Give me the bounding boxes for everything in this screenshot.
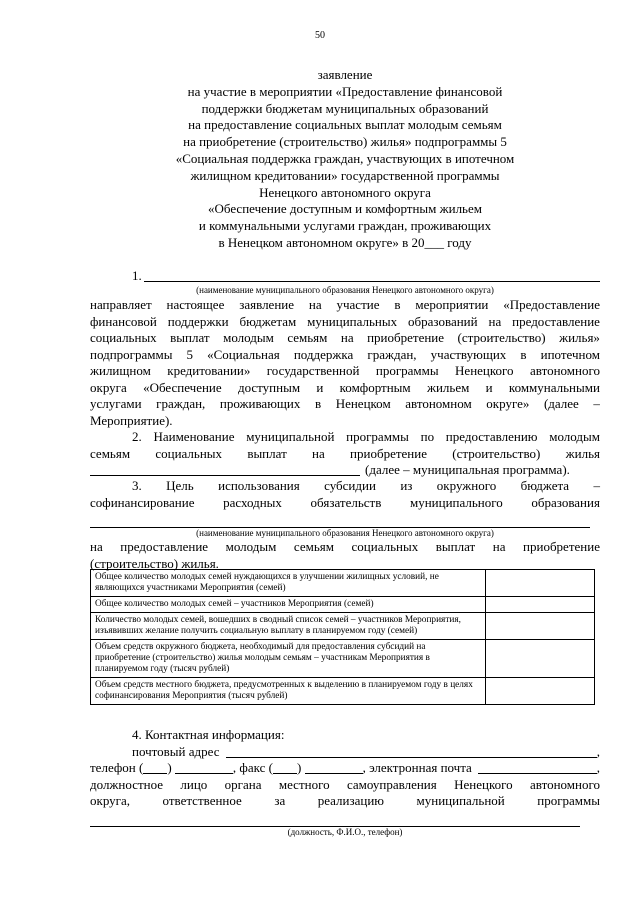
word: жилья: [565, 445, 600, 461]
paren: ): [167, 760, 175, 775]
word: на: [340, 330, 354, 345]
word: социальных: [90, 330, 157, 345]
comma: ,: [232, 760, 240, 775]
paragraph-3: [90, 478, 600, 572]
title-line: на приобретение (строительство) жилья» подпрограммы 5: [183, 134, 507, 150]
indicator-value-cell[interactable]: [486, 613, 595, 640]
paren: ): [296, 760, 305, 775]
table-row: [91, 570, 595, 597]
word: бюджета: [520, 478, 570, 493]
word: доступным: [237, 379, 301, 395]
title-line: «Обеспечение доступным и комфортным жильем: [208, 201, 482, 217]
word: заявление: [239, 297, 295, 312]
para3-line1: [90, 478, 600, 495]
comma: ,: [596, 760, 600, 775]
word: образований: [408, 313, 478, 329]
word: округе»: [486, 396, 530, 411]
para3-line3: [90, 539, 600, 556]
word: «Обеспечение: [143, 379, 222, 395]
word: социальных: [351, 539, 419, 554]
word: (далее: [543, 396, 579, 411]
word: «Социальная: [207, 346, 280, 362]
word: направляет: [90, 297, 152, 312]
word: реализацию: [317, 793, 385, 808]
word: округа: [90, 379, 127, 395]
phone-label: телефон (: [90, 760, 144, 775]
word: жилья»: [559, 330, 600, 345]
word: на: [308, 297, 322, 312]
word: граждан,: [367, 346, 417, 362]
paragraph-2: [90, 429, 600, 479]
word: Ненецкого: [454, 776, 513, 792]
word: на: [492, 539, 506, 554]
fax-input[interactable]: [305, 760, 363, 774]
word: и: [316, 379, 324, 395]
word: поддержка: [293, 346, 354, 362]
word: выплат: [170, 330, 210, 345]
word: комфортным: [339, 379, 411, 395]
word: муниципального: [409, 494, 503, 510]
word: настоящее: [166, 297, 225, 312]
word: органа: [224, 776, 262, 792]
word: ответственное: [162, 793, 242, 808]
word: граждан,: [156, 396, 206, 411]
word: государственной: [266, 363, 360, 378]
indicator-value-cell[interactable]: [486, 640, 595, 678]
municipality-blank-2[interactable]: [90, 511, 590, 528]
title-line: жилищном кредитовании» государственной программы: [190, 167, 500, 183]
official-line: [90, 777, 600, 794]
caption-municipality: (наименование муниципального образования Ненецкого автономного округа): [196, 284, 494, 295]
word: программы: [346, 429, 409, 444]
word: муниципальной: [416, 793, 505, 808]
table-row: [91, 613, 595, 640]
word: программы: [537, 793, 600, 808]
paragraph-1: [90, 297, 600, 429]
word: автономного: [529, 776, 600, 792]
comma: ,: [362, 760, 370, 775]
indicator-value-cell[interactable]: [486, 570, 595, 597]
title-line: в Ненецком автономном округе» в 20___ году: [218, 234, 472, 250]
title-line: на участие в мероприятии «Предоставление финансовой: [187, 83, 503, 99]
word: «Предоставление: [503, 297, 600, 312]
table-row: [91, 640, 595, 678]
indicator-label: Объем средств окружного бюджета, необходимый для предоставления субсидий на приобретение (строительство) жилья молодым семьям – участникам Мероприятия в планируемом году (тысяч рублей): [91, 640, 486, 678]
table-row: [91, 597, 595, 613]
word: в: [314, 396, 322, 411]
word: жильем: [426, 379, 470, 395]
word: молодым: [549, 429, 600, 444]
word: предоставлению: [445, 429, 538, 444]
word: автономном: [405, 396, 472, 411]
word: на: [90, 539, 103, 554]
title-line: поддержки бюджетам муниципальных образований: [201, 100, 489, 116]
word: жилищном: [90, 363, 151, 378]
indicator-label: Общее количество молодых семей нуждающихся в улучшении жилищных условий, не являющихся участниками Мероприятия (семей): [91, 570, 486, 597]
word: молодым: [223, 330, 274, 345]
word: софинансирование: [90, 494, 195, 510]
para2-line1: [90, 429, 600, 446]
item1-number: 1.: [132, 268, 142, 283]
word: ипотечном: [540, 346, 600, 362]
title-line: заявление: [317, 67, 373, 82]
word: поддержки: [167, 313, 229, 329]
para1-line: [90, 363, 600, 380]
fax-label: факс (: [239, 760, 273, 775]
word: окружного: [436, 478, 497, 493]
word: коммунальными: [508, 379, 600, 395]
word: подпрограммы: [90, 346, 173, 362]
word: семьям: [90, 445, 131, 461]
word: –: [593, 396, 600, 411]
email-input[interactable]: [478, 760, 597, 774]
table-row: [91, 678, 595, 705]
official-line-2: [90, 793, 600, 810]
para1-last-line: Мероприятие).: [90, 412, 173, 428]
word: кредитовании»: [167, 363, 251, 378]
phone-code-input[interactable]: [143, 760, 167, 774]
para3-line4: (строительство) жилья.: [90, 555, 219, 571]
para1-line: [90, 314, 600, 331]
fax-code-input[interactable]: [273, 760, 297, 774]
document-title: [90, 67, 600, 252]
word: 3.: [132, 478, 142, 493]
word: по: [420, 429, 435, 444]
word: участие: [336, 297, 380, 312]
para3-line2: [90, 495, 600, 512]
word: Наименование: [153, 429, 235, 444]
word: из: [400, 478, 413, 493]
para2-line2: [90, 446, 600, 463]
word: в: [520, 346, 527, 362]
title-line: и коммунальными услугами граждан, проживающих: [198, 218, 492, 234]
word: предоставление: [120, 539, 209, 554]
caption-official: (должность, Ф.И.О., телефон): [287, 826, 403, 837]
word: –: [593, 478, 600, 493]
word: программы: [375, 363, 439, 378]
phone-input[interactable]: [175, 760, 233, 774]
indicator-label: Количество молодых семей, вошедших в сводный список семей – участников Мероприятия, изъявивших желание получить социальную выплату в планируемом году (семей): [91, 613, 486, 640]
word: субсидии: [324, 478, 376, 493]
word: приобретение: [523, 539, 600, 554]
word: на: [488, 313, 502, 329]
para1-line: [90, 297, 600, 314]
para1-line: [90, 330, 600, 347]
para1-line: [90, 396, 600, 413]
word: округа,: [90, 793, 130, 808]
word: и: [485, 379, 493, 395]
word: семьям: [287, 330, 328, 345]
word: автономного: [529, 363, 600, 378]
para1-line: [90, 347, 600, 364]
comma: ,: [596, 743, 600, 759]
word: лицо: [180, 776, 208, 792]
word: выплат: [247, 445, 287, 461]
indicator-label: Общее количество молодых семей – участников Мероприятия (семей): [91, 597, 486, 613]
word: финансовой: [90, 313, 157, 329]
word: мероприятии: [415, 297, 489, 312]
title-line: Ненецкого автономного округа: [259, 184, 431, 200]
word: самоуправления: [346, 776, 437, 792]
para2-line3: (далее – муниципальная программа).: [365, 462, 570, 477]
word: услугами: [90, 396, 142, 411]
word: Цель: [166, 478, 194, 493]
para1-line: [90, 380, 600, 397]
postal-address-input[interactable]: [226, 744, 597, 758]
contact-heading: 4. Контактная информация:: [132, 727, 285, 742]
word: социальных: [155, 445, 223, 461]
page-number: 50: [315, 30, 325, 41]
word: 5: [186, 346, 194, 362]
program-name-blank[interactable]: [90, 462, 360, 476]
word: приобретение: [367, 330, 445, 345]
title-line: «Социальная поддержка граждан, участвующих в ипотечном: [175, 150, 515, 166]
word: (строительство): [457, 330, 546, 345]
word: бюджетам: [239, 313, 297, 329]
email-label: электронная почта: [369, 760, 472, 775]
word: образования: [531, 494, 600, 510]
word: на: [312, 445, 325, 461]
word: в: [394, 297, 401, 312]
caption-municipality-2: (наименование муниципального образования Ненецкого автономного округа): [196, 528, 494, 538]
word: муниципальных: [307, 313, 398, 329]
word: должностное: [90, 776, 164, 792]
indicators-table: [90, 569, 595, 705]
indicator-value-cell[interactable]: [486, 678, 595, 705]
contact-block: [90, 727, 600, 838]
word: использования: [218, 478, 300, 493]
word: выплат: [435, 539, 476, 554]
municipality-blank[interactable]: [144, 268, 600, 282]
title-line: на предоставление социальных выплат молодым семьям: [188, 117, 502, 133]
word: Ненецком: [335, 396, 391, 411]
word: Ненецкого: [455, 363, 514, 378]
word: муниципальной: [246, 429, 335, 444]
indicator-value-cell[interactable]: [486, 597, 595, 613]
word: местного: [278, 776, 330, 792]
word: семьям: [293, 539, 334, 554]
word: предоставление: [512, 313, 600, 329]
word: 2.: [132, 429, 142, 444]
word: обязательств: [310, 494, 382, 510]
word: приобретение: [350, 445, 427, 461]
item1-block: [90, 268, 600, 296]
official-blank[interactable]: [90, 810, 580, 827]
postal-label: почтовый адрес: [132, 743, 220, 759]
word: проживающих: [219, 396, 301, 411]
word: (строительство): [452, 445, 541, 461]
word: за: [274, 793, 286, 808]
word: участвующих: [430, 346, 507, 362]
word: расходных: [223, 494, 282, 510]
word: молодым: [225, 539, 277, 554]
indicator-label: Объем средств местного бюджета, предусмотренных к выделению в планируемом году в целях софинансирования Мероприятия (тысяч рублей): [91, 678, 486, 705]
